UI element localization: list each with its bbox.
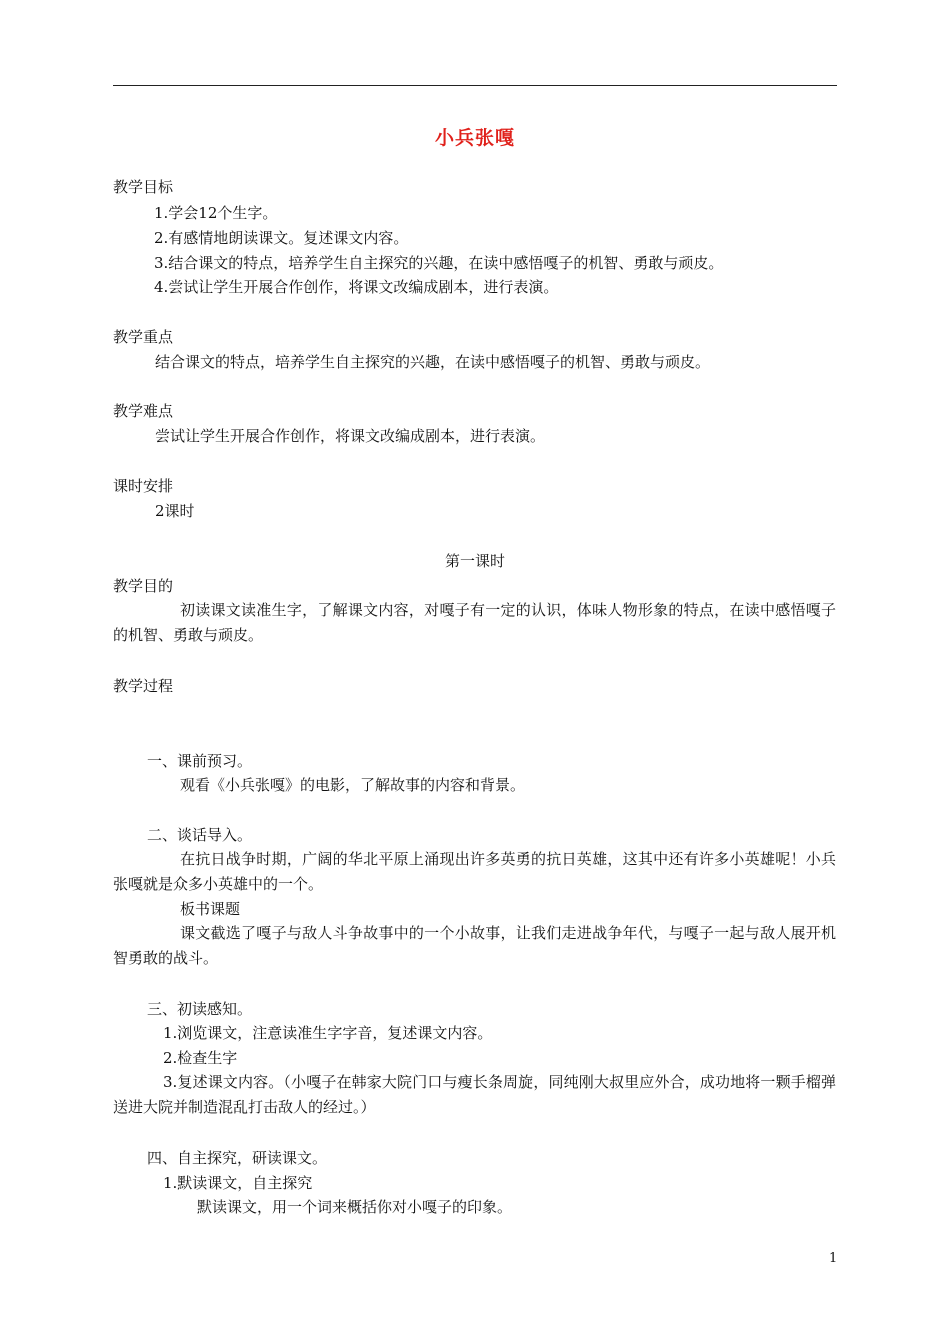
step3-item-1: 1.浏览课文，注意读准生字字音，复述课文内容。 — [163, 1024, 493, 1042]
step4-heading: 四、自主探究，研读课文。 — [147, 1149, 328, 1167]
schedule-text: 2课时 — [155, 502, 195, 520]
step2-board: 板书课题 — [180, 900, 241, 918]
key-points-text: 结合课文的特点，培养学生自主探究的兴趣，在读中感悟嘎子的机智、勇敢与顽皮。 — [155, 353, 711, 371]
step2-text-2: 课文截选了嘎子与敌人斗争故事中的一个小故事，让我们走进战争年代，与嘎子一起与敌人展开机智勇敢的战斗。 — [113, 924, 836, 967]
objective-item-4: 4.尝试让学生开展合作创作，将课文改编成剧本，进行表演。 — [154, 278, 559, 296]
objective-item-2: 2.有感情地朗读课文。复述课文内容。 — [154, 229, 409, 247]
step2-heading: 二、谈话导入。 — [147, 826, 253, 844]
step2-text-1: 在抗日战争时期，广阔的华北平原上涌现出许多英勇的抗日英雄，这其中还有许多小英雄呢！小兵张嘎就是众多小英雄中的一个。 — [113, 850, 836, 893]
difficulties-text: 尝试让学生开展合作创作，将课文改编成剧本，进行表演。 — [155, 427, 546, 445]
step1-text: 观看《小兵张嘎》的电影，了解故事的内容和背景。 — [180, 776, 526, 794]
step3-heading: 三、初读感知。 — [147, 1000, 253, 1018]
objectives-heading: 教学目标 — [113, 178, 174, 196]
purpose-text: 初读课文读准生字，了解课文内容，对嘎子有一定的认识，体味人物形象的特点，在读中感悟嘎子的机智、勇敢与顽皮。 — [113, 601, 836, 644]
document-title: 小兵张嘎 — [434, 127, 515, 149]
schedule-heading: 课时安排 — [113, 477, 174, 495]
step4-text: 默读课文，用一个词来概括你对小嘎子的印象。 — [197, 1198, 513, 1216]
page-number: 1 — [829, 1251, 838, 1266]
key-points-heading: 教学重点 — [113, 328, 174, 346]
objective-item-1: 1.学会12个生字。 — [154, 204, 278, 222]
lesson1-heading: 第一课时 — [444, 552, 505, 570]
step4-item-1: 1.默读课文，自主探究 — [163, 1174, 313, 1192]
step3-item-2: 2.检查生字 — [163, 1049, 238, 1067]
process-heading: 教学过程 — [113, 677, 174, 695]
difficulties-heading: 教学难点 — [113, 402, 174, 420]
step3-item-3: 3.复述课文内容。（小嘎子在韩家大院门口与瘦长条周旋，同纯刚大叔里应外合，成功地将一颗手榴弹送进大院并制造混乱打击敌人的经过。） — [113, 1073, 836, 1116]
header-rule — [113, 85, 837, 86]
purpose-heading: 教学目的 — [113, 577, 174, 595]
objective-item-3: 3.结合课文的特点，培养学生自主探究的兴趣，在读中感悟嘎子的机智、勇敢与顽皮。 — [154, 254, 724, 272]
step1-heading: 一、课前预习。 — [147, 752, 253, 770]
